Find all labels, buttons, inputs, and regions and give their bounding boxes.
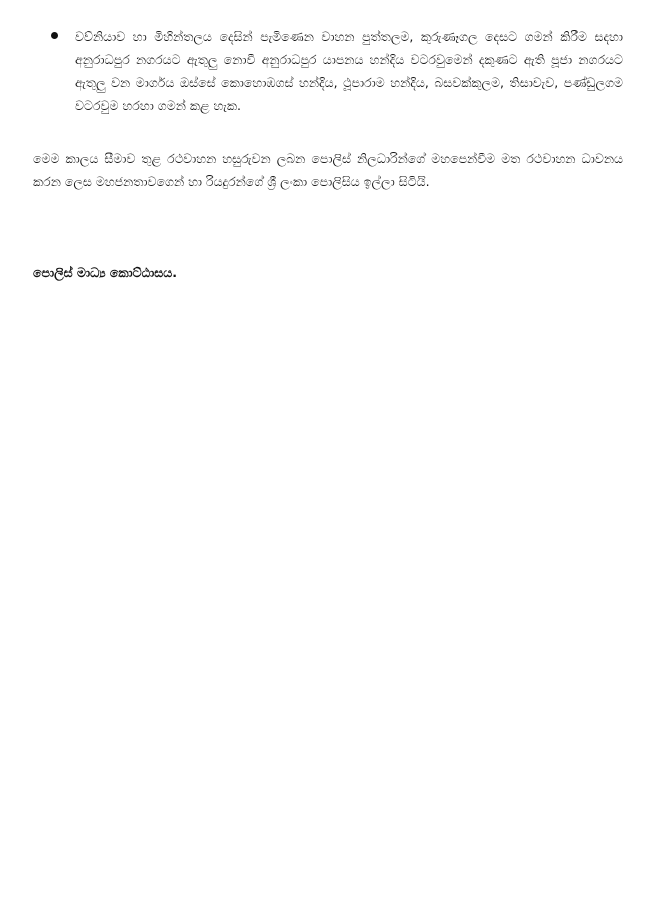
bullet-text: වව්නියාව හා මිහින්තලය දෙසින් පැමිණෙන වාහන පුත්තලම, කුරුණෑගල දෙසට ගමන් කිරීම සදහා අනුරාධපුර නගරයට ඇතුලු නොවී අනුරාධපුර යාපනය හන්දිය වටරවුමෙන් දකුණට ඇති පූජා නගරයට ඇතුලු වන මාර්ගය ඔස්සේ කොහොඹගස් හන්දිය, ථූපාරාම හන්දිය, බසවක්කුලම, තිසාවැව, පණ්ඩුලගම වටරවුම හරහා ගමන් කළ හැක. [75, 29, 623, 113]
document-body [33, 25, 623, 284]
bullet-dot-icon [51, 32, 58, 39]
list-item [33, 25, 623, 117]
bullet-list [33, 25, 623, 117]
signature-line: පොලිස් මාධ්‍ය කොට්ඨාසය. [33, 265, 177, 280]
notice-paragraph: මෙම කාලය සීමාව තුළ රථවාහන හසුරුවන ලබන පොලිස් නිලධාරින්ගේ මහපෙන්වීම මත රථවාහන ධාවනය කරන ලෙස මහජනතාවගෙන් හා රියදුරන්ගේ ශ්‍රී ලංකා පොලිසිය ඉල්ලා සිටියි. [33, 151, 623, 189]
